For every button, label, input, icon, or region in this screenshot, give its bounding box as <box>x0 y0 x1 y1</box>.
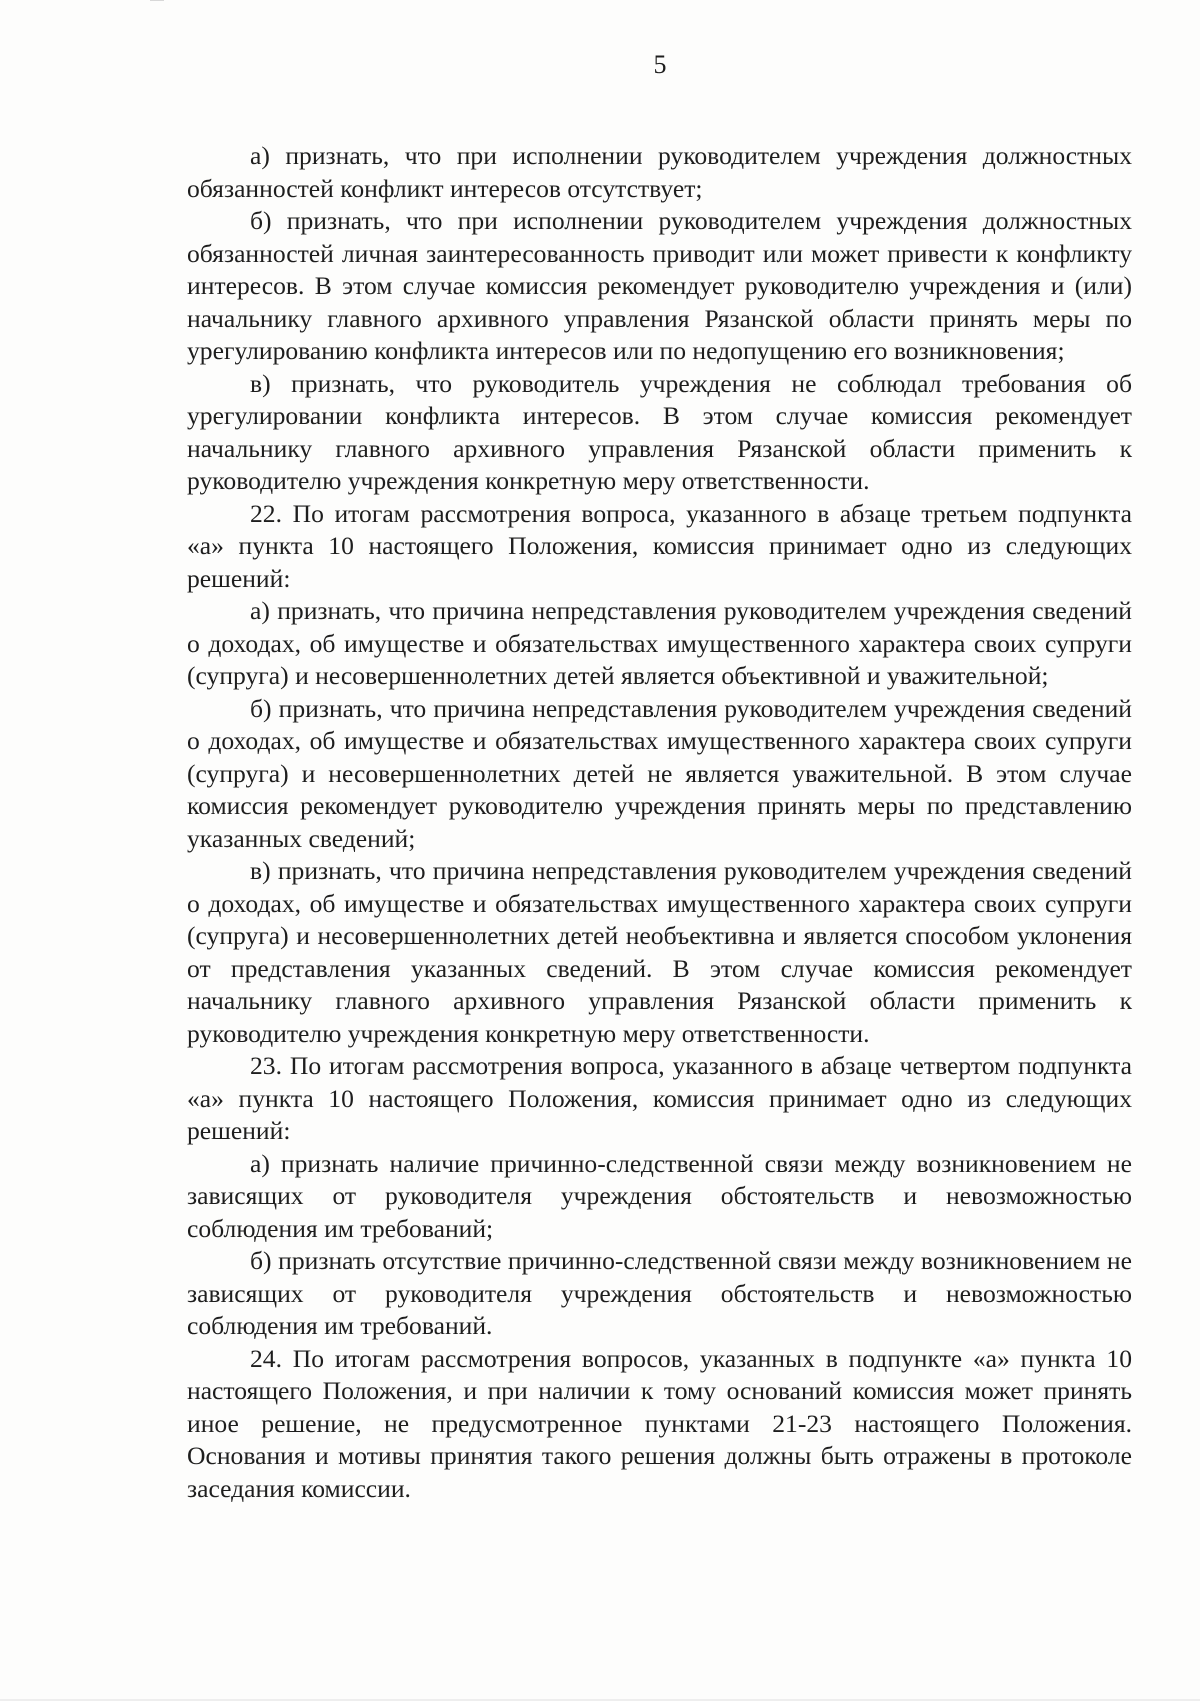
paragraph-22b: б) признать, что причина непредставления руководителем учреждения сведений о доходах, об имуществе и обязательствах имущественного характера своих супруги (супруга) и несовершеннолетних детей не является уважительной. В этом случае комиссия рекомендует руководителю учреждения принять меры по представлению указанных сведений; <box>187 693 1132 853</box>
paragraph-23a: а) признать наличие причинно-следственной связи между возникновением не зависящих от руководителя учреждения обстоятельств и невозможностью соблюдения им требований; <box>187 1148 1132 1243</box>
paragraph-23: 23. По итогам рассмотрения вопроса, указанного в абзаце четвертом подпункта «а» пункта 10 настоящего Положения, комиссия принимает одно из следующих решений: <box>187 1051 1132 1145</box>
page-number: 5 <box>653 50 667 79</box>
scan-artifact <box>150 0 164 9</box>
paragraph-22: 22. По итогам рассмотрения вопроса, указанного в абзаце третьем подпункта «а» пункта 10 настоящего Положения, комиссия принимает одно из следующих решений: <box>187 498 1132 593</box>
document-body <box>187 140 1132 1505</box>
paragraph-21v: в) признать, что руководитель учреждения не соблюдал требования об урегулировании конфликта интересов. В этом случае комиссия рекомендует начальнику главного архивного управления Рязанской области применить к руководителю учреждения конкретную меру ответственности. <box>187 368 1132 495</box>
paragraph-22a: а) признать, что причина непредставления руководителем учреждения сведений о доходах, об имуществе и обязательствах имущественного характера своих супруги (супруга) и несовершеннолетних детей является объективной и уважительной; <box>187 596 1132 690</box>
paragraph-22v: в) признать, что причина непредставления руководителем учреждения сведений о доходах, об имуществе и обязательствах имущественного характера своих супруги (супруга) и несовершеннолетних детей необъективна и является способом уклонения от представления указанных сведений. В этом случае комиссия рекомендует начальнику главного архивного управления Рязанской области применить к руководителю учреждения конкретную меру ответственности. <box>187 856 1132 1048</box>
paragraph-23b: б) признать отсутствие причинно-следственной связи между возникновением не зависящих от руководителя учреждения обстоятельств и невозможностью соблюдения им требований. <box>187 1246 1132 1340</box>
paragraph-21a: а) признать, что при исполнении руководителем учреждения должностных обязанностей конфликт интересов отсутствует; <box>187 141 1132 203</box>
paragraph-24: 24. По итогам рассмотрения вопросов, указанных в подпункте «а» пункта 10 настоящего Положения, и при наличии к тому оснований комиссия может принять иное решение, не предусмотренное пунктами 21-23 настоящего Положения. Основания и мотивы принятия такого решения должны быть отражены в протоколе заседания комиссии. <box>187 1343 1132 1503</box>
paragraph-21b: б) признать, что при исполнении руководителем учреждения должностных обязанностей личная заинтересованность приводит или может привести к конфликту интересов. В этом случае комиссия рекомендует руководителю учреждения и (или) начальнику главного архивного управления Рязанской области принять меры по урегулированию конфликта интересов или по недопущению его возникновения; <box>187 206 1132 365</box>
